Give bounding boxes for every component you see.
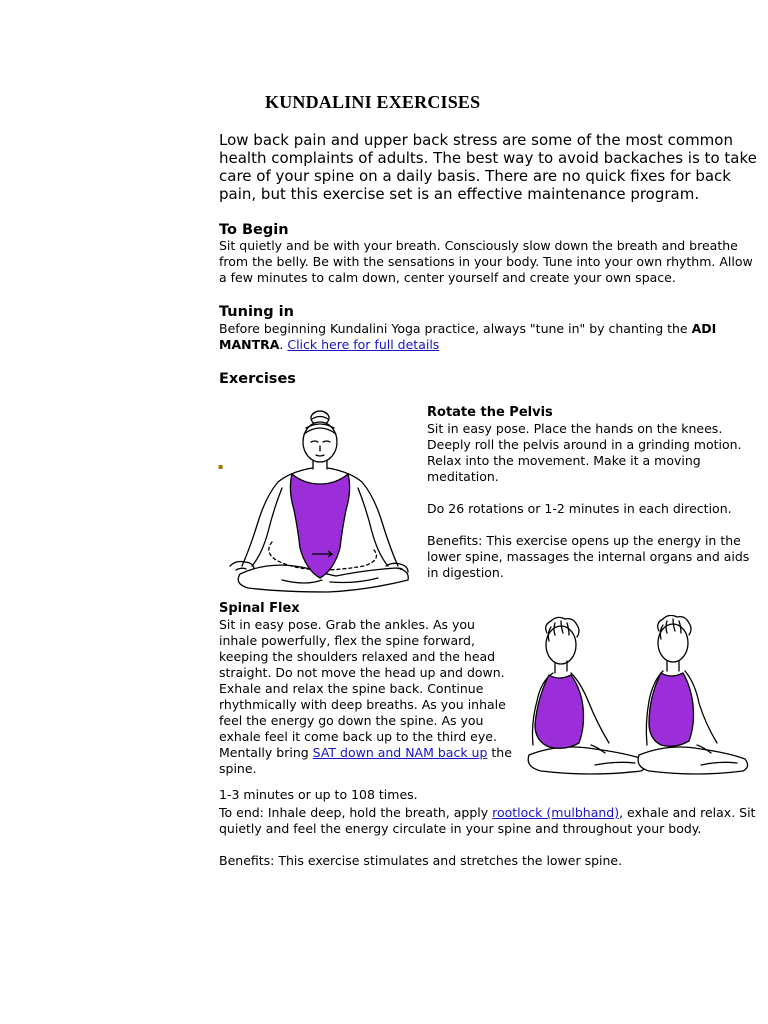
- tuning-in-text-part: Before beginning Kundalini Yoga practice, always "tune in" by chanting the: [219, 321, 692, 336]
- spinal-flex-illustration: [525, 615, 750, 785]
- rotate-pelvis-heading: Rotate the Pelvis: [427, 405, 553, 420]
- spinal-flex-to-end: [219, 805, 759, 837]
- exercises-heading: Exercises: [219, 371, 296, 387]
- spinal-flex-benefits: Benefits: This exercise stimulates and stretches the lower spine.: [219, 853, 623, 868]
- spinal-flex-heading: Spinal Flex: [219, 601, 300, 616]
- to-begin-text: Sit quietly and be with your breath. Consciously slow down the breath and breathe from the belly. Be with the sensations in your body. Tune into your own rhythm. Allow a few minutes to calm down, center yourself and create your own space.: [219, 238, 753, 285]
- spinal-flex-details: [219, 787, 759, 869]
- tuning-in-heading: Tuning in: [219, 304, 294, 320]
- tuning-in-text: [219, 321, 749, 353]
- spinal-flex-reps: 1-3 minutes or up to 108 times.: [219, 787, 418, 802]
- spinal-flex-text-part: the spine.: [219, 745, 512, 776]
- tuning-in-text-part: .: [279, 337, 288, 352]
- to-end-text-part: To end: Inhale deep, hold the breath, apply: [219, 805, 493, 820]
- spinal-flex-section: [219, 601, 515, 777]
- page-title: KUNDALINI EXERCISES: [265, 92, 481, 112]
- full-details-link[interactable]: Click here for full details: [287, 337, 440, 352]
- rootlock-link[interactable]: rootlock (mulbhand): [492, 805, 620, 820]
- stray-mark: ▪: [218, 462, 224, 471]
- to-begin-heading: To Begin: [219, 222, 289, 238]
- spinal-flex-text-part: Sit in easy pose. Grab the ankles. As you inhale powerfully, flex the spine forward, keeping the shoulders relaxed and the head straight. Do not move the head up and down. Exhale and relax the spine back. Continue rhythmically with deep breaths. As you inhale feel the energy go down the spine. As you exhale feel it come back up to the third eye. Mentally bring: [219, 617, 506, 760]
- to-end-text-part: , exhale and relax. Sit quietly and feel the energy circulate in your spine and throughout your body.: [219, 805, 756, 836]
- intro-paragraph: Low back pain and upper back stress are some of the most common health complaints of adults. The best way to avoid backaches is to take care of your spine on a daily basis. There are no quick fixes for back pain, but this exercise set is an effective maintenance program.: [219, 131, 757, 203]
- rotate-pelvis-text: Sit in easy pose. Place the hands on the knees. Deeply roll the pelvis around in a grinding motion. Relax into the movement. Make it a moving meditation.: [427, 421, 742, 484]
- pelvis-rotation-illustration: [220, 404, 415, 594]
- spinal-flex-text: [219, 617, 515, 777]
- rotate-pelvis-benefits: Benefits: This exercise opens up the energy in the lower spine, massages the internal organs and aids in digestion.: [427, 533, 750, 580]
- rotate-pelvis-reps: Do 26 rotations or 1-2 minutes in each direction.: [427, 501, 732, 516]
- sat-nam-link[interactable]: SAT down and NAM back up: [312, 745, 488, 760]
- rotate-pelvis-section: [427, 405, 757, 581]
- adi-mantra-label: ADI MANTRA: [219, 321, 717, 352]
